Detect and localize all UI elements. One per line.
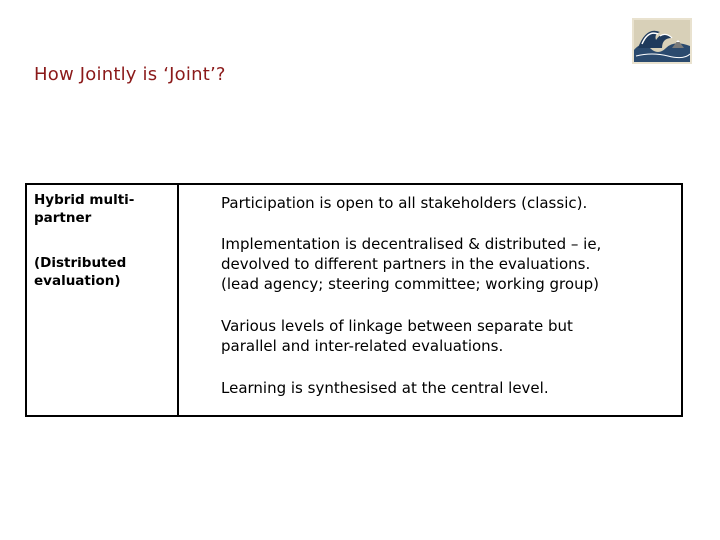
slide-title: How Jointly is ‘Joint’? — [34, 64, 226, 85]
description-linkage: Various levels of linkage between separate but parallel and inter-related evaluations. — [221, 317, 573, 355]
description-cell — [221, 193, 676, 420]
great-wave-logo-icon — [632, 18, 692, 64]
category-sublabel-line1: (Distributed — [34, 255, 127, 271]
content-table — [25, 183, 683, 417]
category-label-line2: partner — [34, 210, 92, 226]
description-participation: Participation is open to all stakeholders (classic). — [221, 194, 588, 212]
category-label-line1: Hybrid multi- — [34, 192, 135, 208]
category-cell — [34, 191, 169, 290]
column-divider — [177, 185, 179, 415]
description-implementation: Implementation is decentralised & distributed – ie, devolved to different partners in the evaluations. (lead agency; steering committee; working group) — [221, 235, 602, 293]
category-sublabel-line2: evaluation) — [34, 273, 121, 289]
description-learning: Learning is synthesised at the central level. — [221, 379, 549, 397]
